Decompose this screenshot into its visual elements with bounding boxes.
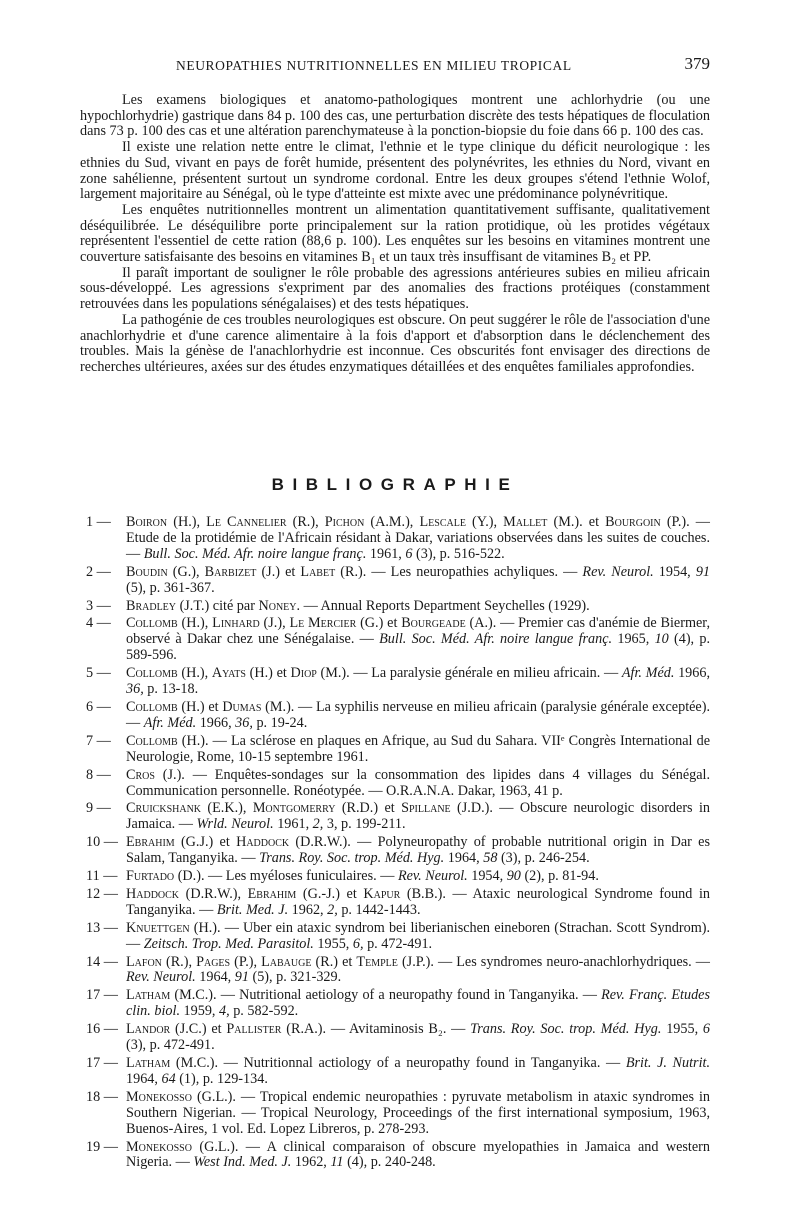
reference-fragment: (H.) et	[245, 665, 291, 682]
journal-citation: Bull. Soc. Méd. Afr. noire langue franç.	[379, 631, 613, 648]
reference-fragment: (G.-J.) et	[296, 885, 364, 902]
reference-entry	[80, 1090, 710, 1138]
reference-text	[126, 921, 710, 953]
reference-entry	[80, 768, 710, 800]
reference-text	[126, 835, 710, 867]
author-name: Kapur	[363, 885, 401, 902]
reference-text	[126, 1140, 710, 1172]
journal-citation: 10	[654, 631, 669, 648]
paragraph: Il paraît important de souligner le rôle probable des agressions antérieures subies en milieu africain sous-développé. Les agressions s'expriment par des anomalies des fractions protéiques (constamment retrouvées dans les populations sénégalaises) et des tests hépatiques.	[80, 264, 710, 313]
author-name: Ebrahim	[126, 834, 175, 851]
reference-fragment: (R.),	[286, 514, 325, 530]
reference-number: 13 —	[86, 919, 118, 936]
reference-entry	[80, 1056, 710, 1088]
author-name: Landor	[126, 1021, 171, 1038]
journal-citation: Bull. Soc. Méd. Afr. noire langue franç.	[143, 545, 367, 562]
reference-entry	[80, 1140, 710, 1172]
reference-fragment: (A.). — Premier cas d'anémie de Biermer, observé à Dakar chez une Sénégalaise. —	[126, 615, 710, 648]
reference-fragment: (5), p. 361-367.	[126, 579, 215, 596]
journal-citation: Afr. Méd.	[621, 665, 675, 682]
reference-fragment: (3), p. 516-522.	[412, 545, 505, 562]
reference-number: 4 —	[86, 615, 111, 632]
author-name: Le Mercier	[289, 615, 357, 632]
reference-number: 17 —	[86, 987, 118, 1004]
reference-number: 12 —	[86, 885, 118, 902]
journal-citation: Brit. Med. J.	[216, 901, 289, 918]
journal-citation: 58	[483, 850, 498, 867]
journal-citation: 90	[506, 868, 521, 885]
reference-fragment: (G.J.) et	[174, 834, 237, 851]
journal-citation: 6	[405, 545, 413, 562]
reference-text	[126, 801, 710, 833]
author-name: Latham	[126, 987, 171, 1004]
reference-number: 3 —	[86, 597, 111, 614]
reference-fragment: . — Annual Reports Department Seychelles (1929).	[296, 597, 590, 614]
author-name: Collomb	[126, 698, 178, 715]
running-title: NEUROPATHIES NUTRITIONNELLES EN MILIEU TROPICAL	[176, 58, 572, 73]
author-name: Furtado	[126, 868, 175, 885]
journal-citation: 6,	[352, 935, 364, 952]
author-name: Spillane	[401, 800, 451, 817]
author-name: Dumas	[222, 698, 262, 715]
journal-citation: 4,	[219, 1003, 230, 1020]
reference-text	[126, 1090, 710, 1138]
reference-entry	[80, 616, 710, 664]
page-number: 379	[684, 54, 710, 73]
reference-fragment: 1965,	[612, 631, 655, 648]
reference-entry	[80, 887, 710, 919]
reference-number: 10 —	[86, 834, 118, 851]
author-name: Le Cannelier	[206, 514, 287, 530]
reference-fragment: (G.L.). — Tropical endemic neuropathies : pyruvate metabolism in ataxic syndromes in Southern Nigerian. — Tropical Neurology, Proceedings of the first international symposium, 1963, Buenos-Aires, 1 vol. Ed. Lopez Libreros, p. 278-293.	[126, 1088, 710, 1137]
running-header	[80, 54, 710, 80]
reference-list	[80, 515, 710, 1173]
reference-fragment: 1959,	[180, 1003, 220, 1020]
reference-text	[126, 515, 710, 563]
journal-citation: Rev. Neurol.	[126, 969, 196, 986]
author-name: Collomb	[126, 615, 178, 632]
reference-fragment: p. 13-18.	[143, 681, 199, 698]
reference-fragment: 1961,	[273, 816, 313, 833]
reference-fragment: (G.L.). — A clinical comparaison of obscure myelopathies in Jamaica and western Nigeria. —	[126, 1138, 710, 1171]
author-name: Latham	[126, 1055, 171, 1071]
author-name: Monekosso	[126, 1138, 192, 1155]
reference-number: 8 —	[86, 766, 111, 783]
reference-fragment: (J.). — Enquêtes-sondages sur la consommation des lipides dans 4 villages du Sénégal. Communication personnelle. Ronéotypée. — O.R.A.N.A. Dakar, 1963, 41 p.	[126, 766, 710, 799]
author-name: Labet	[300, 563, 336, 580]
reference-entry	[80, 515, 710, 563]
reference-fragment: (H.),	[177, 615, 213, 632]
reference-text	[126, 988, 710, 1020]
reference-entry	[80, 988, 710, 1020]
reference-fragment: (R.D.) et	[335, 800, 402, 817]
author-name: Ayats	[211, 665, 246, 682]
author-name: Bradley	[126, 597, 177, 614]
reference-entry	[80, 734, 710, 766]
author-name: Bourgoin	[605, 514, 661, 530]
reference-fragment: (H.) et	[177, 698, 223, 715]
reference-text	[126, 768, 710, 800]
reference-fragment: (M.). et	[547, 514, 606, 530]
reference-fragment: (Y.),	[465, 514, 504, 530]
reference-fragment: (J.T.) cité par	[176, 597, 259, 614]
author-name: Barbizet	[204, 563, 257, 580]
journal-citation: Trans. Roy. Soc. trop. Méd. Hyg.	[470, 1021, 662, 1038]
reference-number: 17 —	[86, 1055, 118, 1071]
reference-fragment: 1961,	[366, 545, 406, 562]
reference-fragment: (E.K.),	[201, 800, 253, 817]
reference-fragment: (J.P.). — Les syndromes neuro-anachlorhydriques. —	[397, 953, 710, 970]
reference-fragment: (J.D.). — Obscure neurologic disorders in Jamaica. —	[126, 800, 710, 833]
reference-fragment: (H.). — Uber ein ataxic syndrom bei liberianischen eineboren (Strachan. Scott Syndrom). —	[126, 919, 710, 952]
reference-fragment: (H.),	[167, 514, 207, 530]
journal-citation: Afr. Méd.	[143, 714, 197, 731]
author-name: Boiron	[126, 514, 168, 530]
reference-fragment: 1954,	[467, 868, 507, 885]
reference-fragment: (R.),	[161, 953, 197, 970]
journal-citation: 6	[702, 1021, 710, 1038]
reference-fragment: (4), p. 589-596.	[126, 631, 711, 664]
reference-number: 6 —	[86, 698, 111, 715]
journal-citation: 36,	[235, 714, 253, 731]
reference-entry	[80, 835, 710, 867]
author-name: Pages	[196, 953, 231, 970]
reference-fragment: (M.). — La syphilis nerveuse en milieu africain (paralysie générale exceptée). —	[126, 698, 710, 731]
author-name: Haddock	[236, 834, 290, 851]
reference-text	[126, 565, 710, 597]
reference-number: 5 —	[86, 665, 111, 682]
reference-number: 11 —	[86, 868, 118, 885]
reference-text	[126, 887, 710, 919]
reference-fragment: 1964,	[195, 969, 235, 986]
journal-citation: 2,	[327, 901, 338, 918]
author-name: Cruickshank	[126, 800, 202, 817]
reference-number: 16 —	[86, 1021, 118, 1038]
paragraph: Les enquêtes nutritionnelles montrent un alimentation quantitativement suffisante, qualitativement déséquilibrée. Le déséquilibre porte principalement sur la ration protidique, où les protides végétaux représentent l'essentiel de cette ration (88,6 p. 100). Les enquêtes sur les besoins en vitamines montrent une couverture satisfaisante des besoins en vitamines B₁ et un taux très insuffisant de vitamines B₂ et PP.	[80, 201, 710, 266]
reference-fragment: (G.),	[167, 563, 205, 580]
author-name: Pallister	[226, 1021, 282, 1038]
reference-entry	[80, 1022, 710, 1054]
reference-text	[126, 1022, 710, 1054]
author-name: Bourgeade	[401, 615, 466, 632]
author-name: Knuettgen	[126, 919, 190, 936]
author-name: Ebrahim	[247, 885, 297, 902]
reference-entry	[80, 599, 710, 615]
reference-fragment: (2), p. 81-94.	[520, 868, 599, 885]
author-name: Pichon	[324, 514, 365, 530]
reference-number: 18 —	[86, 1088, 118, 1105]
reference-fragment: 1955,	[661, 1021, 703, 1038]
journal-citation: Zeitsch. Trop. Med. Parasitol.	[143, 935, 314, 952]
reference-fragment: (A.M.),	[364, 514, 420, 530]
journal-citation: Brit. J. Nutrit.	[625, 1055, 710, 1071]
author-name: Montgomerry	[252, 800, 336, 817]
reference-fragment: (M.C.). — Nutritionnal actiology of a neuropathy found in Tanganyika. —	[170, 1055, 626, 1071]
reference-entry	[80, 801, 710, 833]
reference-fragment: 1964,	[444, 850, 484, 867]
reference-entry	[80, 666, 710, 698]
reference-fragment: p. 582-592.	[229, 1003, 299, 1020]
author-name: Diop	[290, 665, 317, 682]
paragraph: Les examens biologiques et anatomo-pathologiques montrent une achlorhydrie (ou une hypochlorhydrie) gastrique dans 84 p. 100 des cas, une perturbation discrète des tests hépatiques de floculation dans 73 p. 100 des cas et une altération parenchymateuse à la ponction-biopsie du foie dans 66 p. 100 des cas.	[80, 92, 710, 140]
journal-citation: 36,	[126, 681, 144, 698]
reference-fragment: (B.B.). — Ataxic neurological Syndrome found in Tanganyika. —	[126, 885, 710, 918]
reference-number: 19 —	[86, 1138, 118, 1155]
author-name: Temple	[356, 953, 398, 970]
journal-citation: Rev. Neurol.	[582, 563, 654, 580]
reference-number: 14 —	[86, 953, 118, 970]
reference-fragment: (M.). — La paralysie générale en milieu africain. —	[316, 665, 622, 682]
reference-fragment: (H.). — La sclérose en plaques en Afrique, au Sud du Sahara. VIIᵉ Congrès International de Neurologie, Rome, 10-15 septembre 1961.	[126, 732, 710, 765]
reference-fragment: (4), p. 240-248.	[343, 1154, 436, 1171]
reference-fragment: (D.). — Les myéloses funiculaires. —	[174, 868, 398, 885]
reference-fragment: 1962,	[288, 901, 328, 918]
author-name: Collomb	[126, 665, 178, 682]
reference-fragment: p. 19-24.	[252, 714, 308, 731]
reference-fragment: 1962,	[291, 1154, 331, 1171]
reference-fragment: 3, p. 199-211.	[323, 816, 406, 833]
reference-entry	[80, 565, 710, 597]
reference-fragment: (H.),	[177, 665, 212, 682]
author-name: Linhard	[212, 615, 260, 632]
body-text	[80, 93, 710, 376]
reference-entry	[80, 921, 710, 953]
reference-fragment: 1964,	[126, 1070, 162, 1087]
reference-entry	[80, 869, 710, 885]
reference-fragment: (R.) et	[311, 953, 357, 970]
author-name: Lafon	[126, 953, 162, 970]
reference-text	[126, 700, 710, 732]
journal-citation: Rev. Neurol.	[397, 868, 468, 885]
journal-citation: 91	[234, 969, 249, 986]
reference-fragment: 1966,	[674, 665, 711, 682]
journal-citation: 91	[695, 563, 710, 580]
paragraph: Il existe une relation nette entre le climat, l'ethnie et le type clinique du déficit neurologique : les ethnies du Sud, vivant en pays de forêt humide, présentent des polynévrites, les ethnies du Nord, vivant en zone sahélienne, présentent surtout un syndrome cordonal. Entre les deux groupes s'étend l'ethnie Wolof, largement majoritaire au Sénégal, où le type d'atteinte est mixte avec une prédominance polynévritique.	[80, 139, 710, 203]
reference-fragment: (J.),	[259, 615, 290, 632]
reference-number: 9 —	[86, 800, 111, 817]
reference-fragment: (R.A.). — Avitaminosis B₂. —	[281, 1021, 471, 1038]
reference-fragment: p. 1442-1443.	[337, 901, 421, 918]
reference-fragment: (1), p. 129-134.	[175, 1070, 268, 1087]
reference-fragment: p. 472-491.	[363, 935, 433, 952]
author-name: Haddock	[126, 885, 180, 902]
reference-entry	[80, 700, 710, 732]
reference-fragment: (R.). — Les neuropathies achyliques. —	[335, 563, 583, 580]
reference-fragment: 1955,	[313, 935, 353, 952]
reference-entry	[80, 955, 710, 987]
reference-fragment: (M.C.). — Nutritional aetiology of a neuropathy found in Tanganyika. —	[170, 987, 602, 1004]
reference-number: 7 —	[86, 732, 111, 749]
author-name: Monekosso	[126, 1088, 192, 1105]
author-name: Boudin	[126, 563, 168, 580]
reference-text	[126, 955, 710, 987]
journal-citation: Rev. Franç. Etudes clin. biol.	[126, 987, 710, 1020]
reference-fragment: (D.R.W.). — Polyneuropathy of probable nutritional origin in Dar es Salam, Tanganyika. —	[126, 834, 710, 867]
reference-text	[126, 1056, 710, 1088]
journal-citation: 2,	[312, 816, 324, 833]
reference-fragment: (5), p. 321-329.	[248, 969, 342, 986]
reference-text	[126, 869, 710, 885]
journal-citation: Trans. Roy. Soc. trop. Méd. Hyg.	[259, 850, 445, 867]
author-name: Noney	[258, 597, 297, 614]
bibliography-heading: BIBLIOGRAPHIE	[271, 475, 519, 494]
reference-number: 2 —	[86, 563, 111, 580]
paragraph: La pathogénie de ces troubles neurologiques est obscure. On peut suggérer le rôle de l'association d'une anachlorhydrie et d'une carence alimentaire à la fois d'apport et d'absorption dans le déclenchement des troubles. Mais la génèse de l'anachlorhydrie est inconnue. Ces obscurités font envisager des directions de recherches ultérieures, axées sur des études enzymatiques détaillées et des enquêtes familiales approfondies.	[80, 311, 710, 375]
reference-text	[126, 666, 710, 698]
reference-fragment: (J.) et	[256, 563, 301, 580]
reference-fragment: 1966,	[196, 714, 236, 731]
reference-fragment: (D.R.W.),	[179, 885, 248, 902]
journal-citation: West Ind. Med. J.	[193, 1154, 292, 1171]
journal-citation: 11	[330, 1154, 344, 1171]
reference-fragment: (3), p. 472-491.	[126, 1037, 215, 1054]
reference-fragment: 1954,	[653, 563, 696, 580]
journal-citation: Wrld. Neurol.	[196, 816, 274, 833]
reference-fragment: (3), p. 246-254.	[497, 850, 590, 867]
reference-number: 1 —	[86, 514, 111, 530]
author-name: Labauge	[261, 953, 312, 970]
reference-text	[126, 616, 710, 664]
reference-fragment: (P.),	[230, 953, 262, 970]
author-name: Cros	[126, 766, 155, 783]
reference-fragment: (P.). — Etude de la protidémie de l'Africain résidant à Dakar, variations observées dans les suites de couches. —	[126, 514, 710, 562]
reference-fragment: (G.) et	[356, 615, 402, 632]
journal-citation: 64	[161, 1070, 176, 1087]
author-name: Lescale	[419, 514, 466, 530]
reference-text	[126, 599, 710, 615]
author-name: Mallet	[503, 514, 548, 530]
reference-fragment: (J.C.) et	[170, 1021, 227, 1038]
author-name: Collomb	[126, 732, 178, 749]
reference-text	[126, 734, 710, 766]
